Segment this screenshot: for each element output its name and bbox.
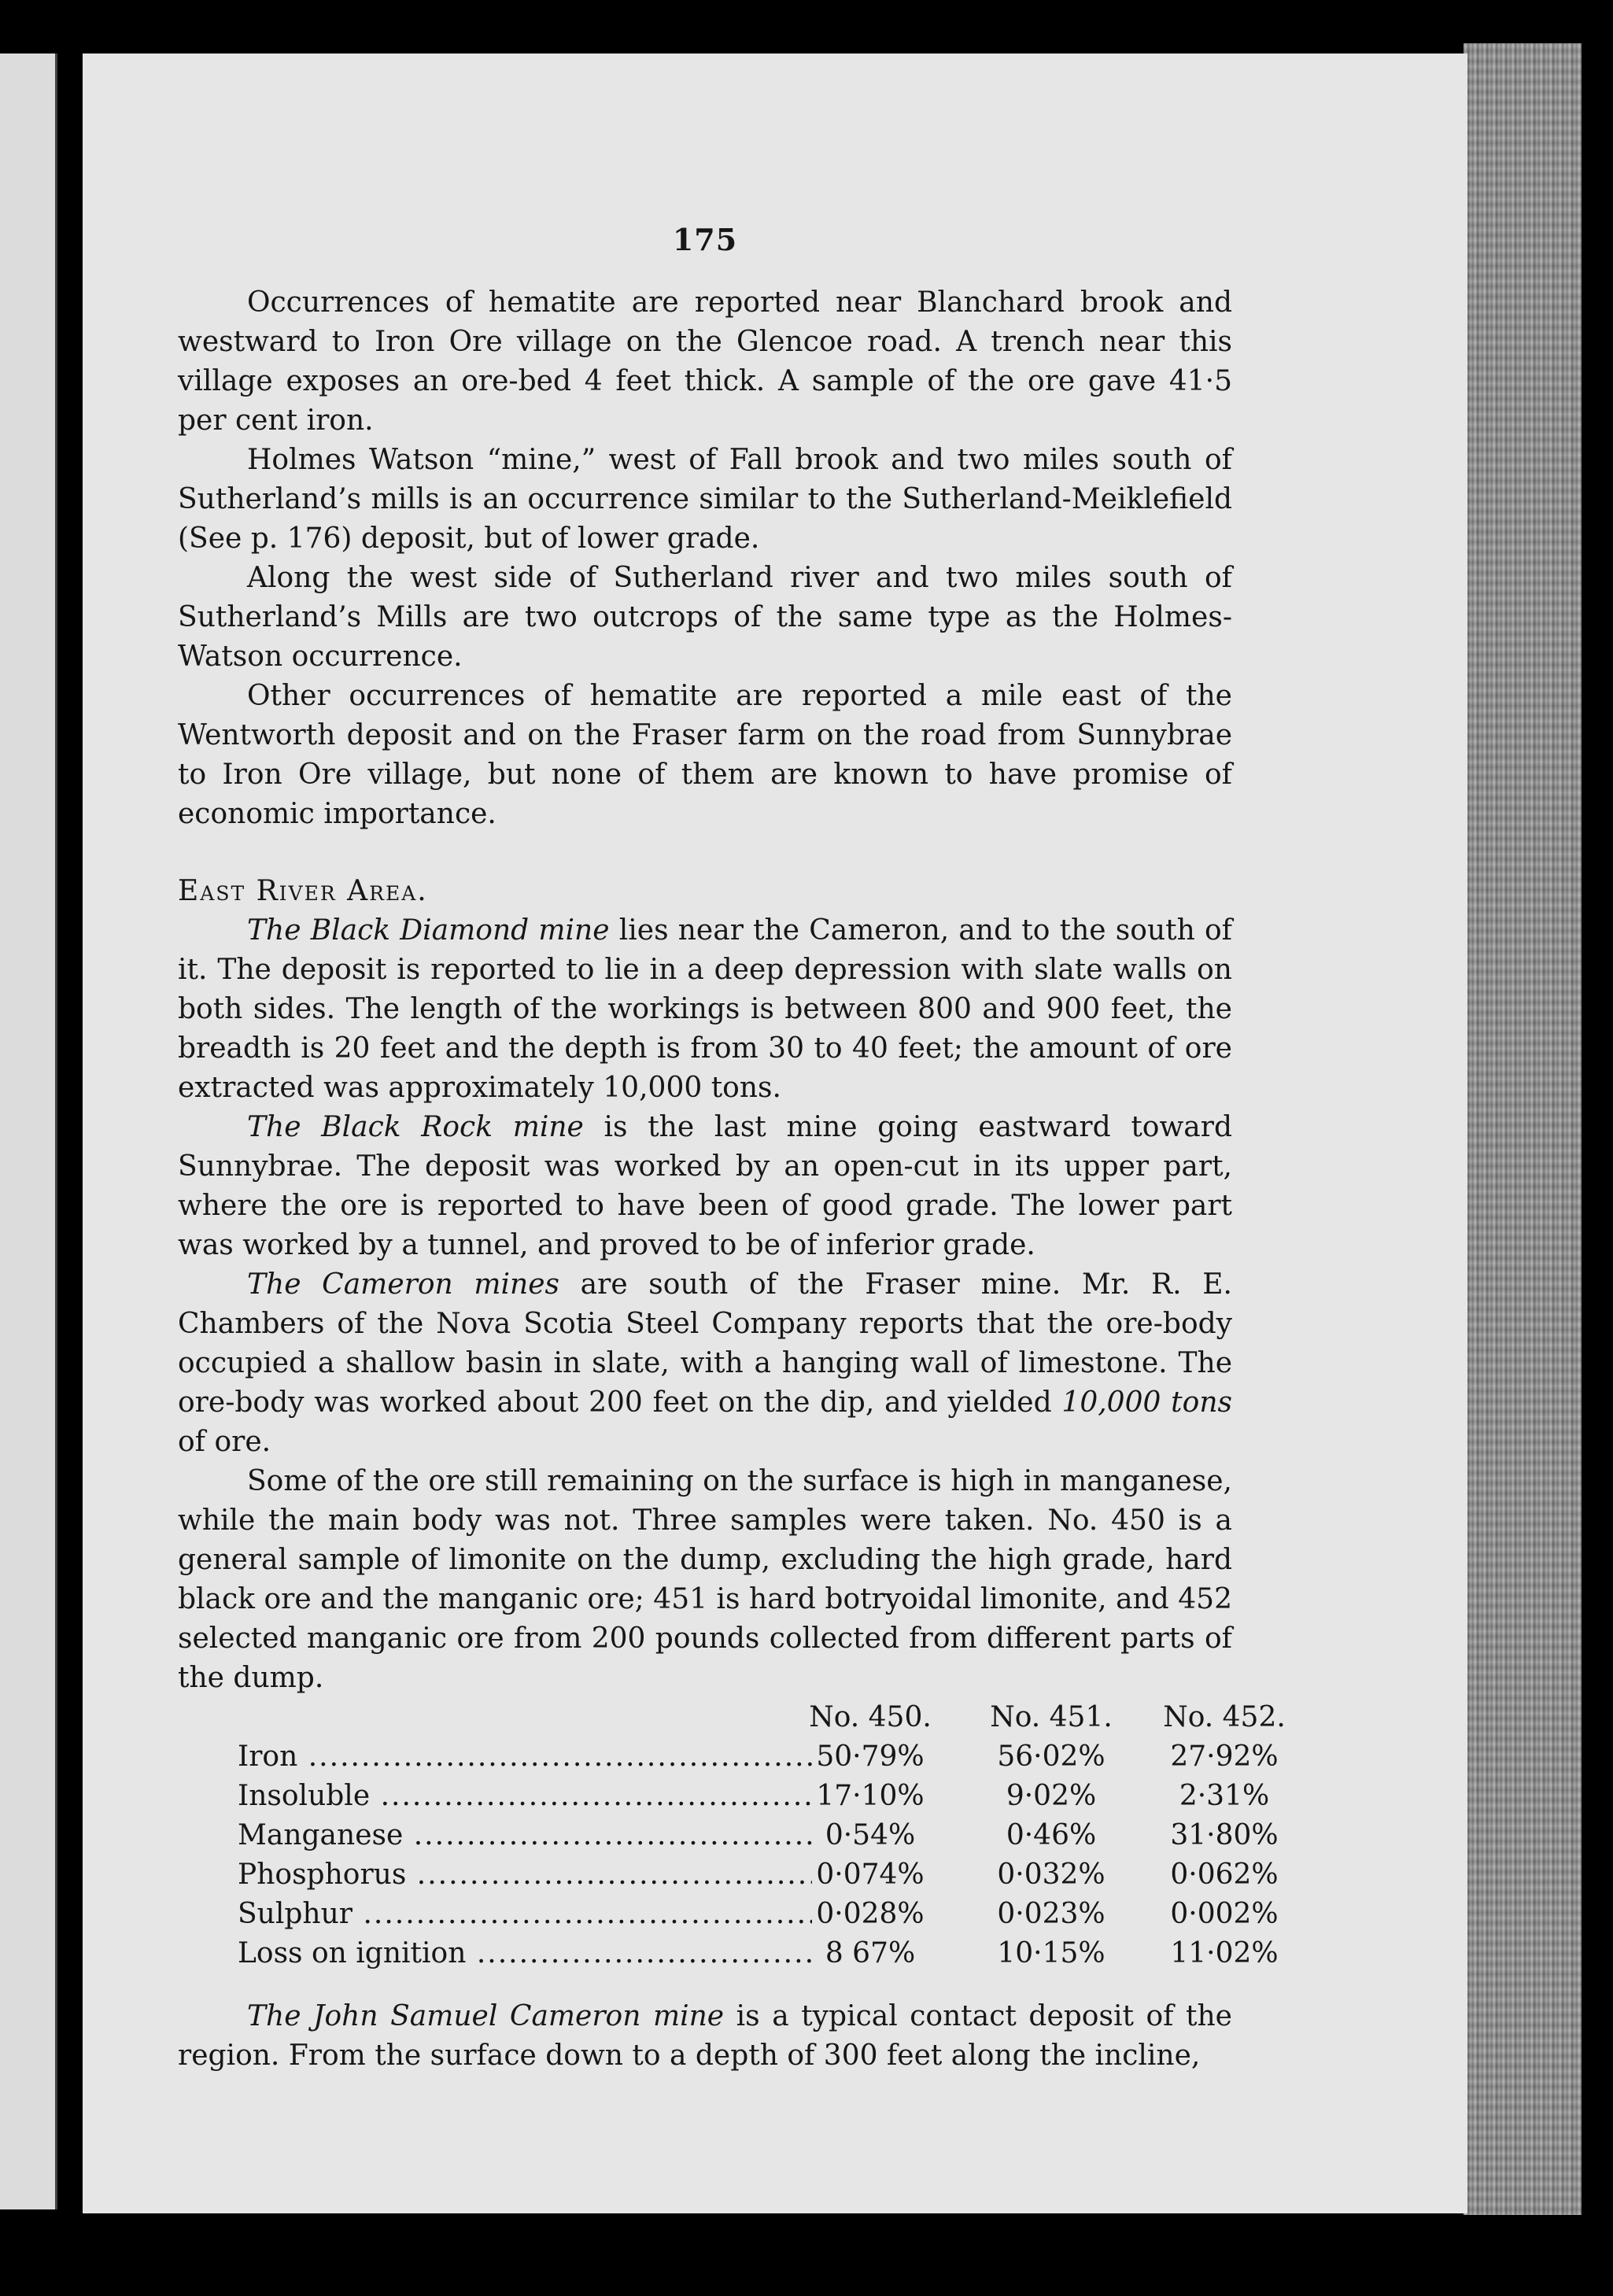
emphasis-tonnage: 10,000 tons — [1061, 1386, 1232, 1419]
paragraph-tail: of ore. — [178, 1426, 271, 1458]
paragraph-black-rock — [178, 1108, 1232, 1265]
mine-name: The Black Diamond mine — [247, 914, 610, 947]
table-row — [178, 1816, 1279, 1855]
table-row — [178, 1737, 1279, 1777]
table-row — [178, 1934, 1279, 1973]
table-cell: 0·028% — [816, 1898, 925, 1930]
table-cell: 31·80% — [1170, 1819, 1279, 1851]
section-heading-east-river: East River Area. — [178, 875, 428, 907]
paragraph-john-samuel-cameron — [178, 1997, 1232, 2076]
table-cell: 50·79% — [816, 1740, 925, 1773]
table-cell: 10·15% — [997, 1937, 1105, 1969]
mine-name: The Black Rock mine — [247, 1111, 584, 1143]
page-text — [178, 220, 1286, 2076]
paragraph-cameron-mines — [178, 1265, 1232, 1462]
table-cell: 0·062% — [1170, 1859, 1279, 1891]
table-cell: 0·002% — [1170, 1898, 1279, 1930]
table-cell: 0·023% — [997, 1898, 1105, 1930]
column-header: No. 450. — [809, 1701, 932, 1733]
table-cell: 0·074% — [816, 1859, 925, 1891]
mine-name: The Cameron mines — [247, 1268, 559, 1301]
table-cell: 0·54% — [825, 1819, 916, 1851]
paragraph-text: is the last mine going eastward toward Sunnybrae. The deposit was worked by an open-cut in its upper part, where the ore is reported to have been of good grade. The lower part was worked by a tunnel, and proved to be of inferior grade. — [178, 1111, 1233, 1261]
table-cell: 56·02% — [997, 1740, 1105, 1773]
row-label: Loss on ignition ..... — [238, 1934, 812, 1973]
row-label: Insoluble ..... — [238, 1777, 812, 1816]
table-cell: 0·032% — [997, 1859, 1105, 1891]
column-header: No. 451. — [990, 1701, 1113, 1733]
table-cell: 27·92% — [1170, 1740, 1279, 1773]
row-label: Iron ..... — [238, 1737, 812, 1777]
page-stack-edge — [1464, 43, 1582, 2215]
page-number: 175 — [672, 222, 738, 257]
table-row — [178, 1895, 1279, 1934]
paragraph-text: is a typical contact deposit of the region. From the surface down to a depth of 300 feet along the incline, — [178, 2000, 1232, 2072]
table-row — [178, 1777, 1270, 1816]
mine-name: The John Samuel Cameron mine — [247, 2000, 725, 2032]
paragraph-other-occurrences: Other occurrences of hematite are reported a mile east of the Wentworth deposit and on the Fraser farm on the road from Sunnybrae to Iron Ore village, but none of them are known to have promise of economic importance. — [178, 680, 1232, 830]
paragraph-black-diamond — [178, 911, 1232, 1108]
analysis-table — [178, 1698, 1286, 1981]
column-header: No. 452. — [1163, 1701, 1286, 1733]
row-label: Manganese ..... — [238, 1816, 812, 1855]
paragraph-hematite-blanchard: Occurrences of hematite are reported near Blanchard brook and westward to Iron Ore village on the Glencoe road. A trench near this village exposes an ore-bed 4 feet thick. A sample of the ore gave 41·5 per cent iron. — [178, 286, 1232, 437]
row-label: Phosphorus ..... — [238, 1855, 812, 1895]
table-cell: 11·02% — [1170, 1937, 1279, 1969]
facing-page-edge — [0, 54, 57, 2209]
paragraph-sutherland-river: Along the west side of Sutherland river and two miles south of Sutherland’s Mills are two outcrops of the same type as the Holmes-Watson occurrence. — [178, 562, 1232, 673]
table-cell: 8 67% — [825, 1937, 916, 1969]
table-cell: 9·02% — [1006, 1780, 1097, 1812]
paragraph-holmes-watson: Holmes Watson “mine,” west of Fall brook and two miles south of Sutherland’s mills is an occurrence similar to the Sutherland-Meiklefield (See p. 176) deposit, but of lower grade. — [178, 444, 1232, 555]
table-cell: 0·46% — [1006, 1819, 1097, 1851]
paragraph-text: are south of the Fraser mine. Mr. R. E. Chambers of the Nova Scotia Steel Company reports that the ore-body occupied a shallow basin in slate, with a hanging wall of limestone. The ore-body was worked about 200 feet on the dip, and yielded — [178, 1268, 1232, 1419]
table-cell: 2·31% — [1179, 1780, 1270, 1812]
paragraph-text: lies near the Cameron, and to the south of it. The deposit is reported to lie in a deep depression with slate walls on both sides. The length of the workings is between 800 and 900 feet, the breadth is 20 feet and the depth is from 30 to 40 feet; the amount of ore extracted was approximately 10,000 tons. — [178, 914, 1232, 1104]
table-row — [178, 1855, 1279, 1895]
table-cell: 17·10% — [816, 1780, 925, 1812]
paragraph-samples: Some of the ore still remaining on the surface is high in manganese, while the main body was not. Three samples were taken. No. 450 is a general sample of limonite on the dump, excluding the high grade, hard black ore and the manganic ore; 451 is hard botryoidal limonite, and 452 selected manganic ore from 200 pounds collected from different parts of the dump. — [178, 1465, 1232, 1694]
row-label: Sulphur ..... — [238, 1895, 812, 1934]
